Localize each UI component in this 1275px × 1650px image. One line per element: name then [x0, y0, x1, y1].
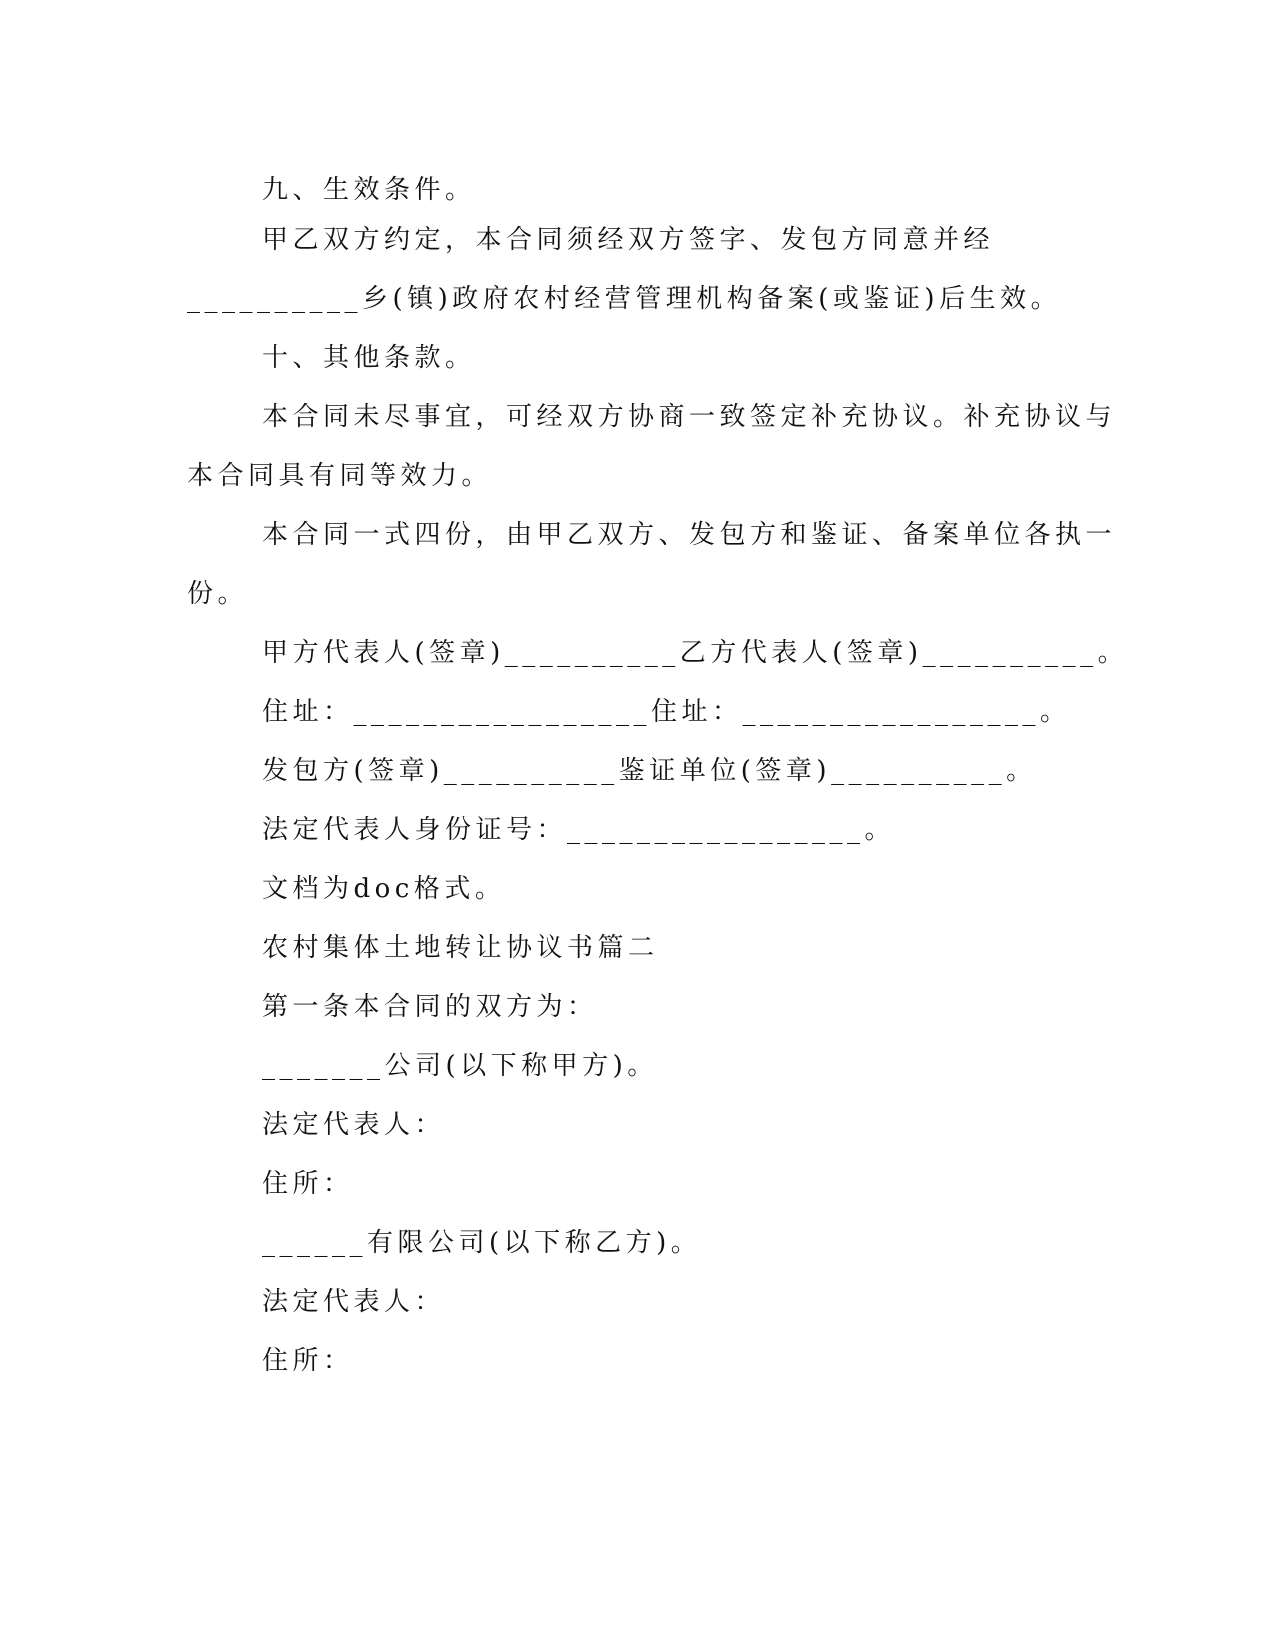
- section-heading-ten: 十、其他条款。: [262, 343, 476, 373]
- party-a-line: _______公司(以下称甲方)。: [262, 1051, 658, 1081]
- article-heading: 第一条本合同的双方为：: [262, 992, 598, 1022]
- paragraph-line: 份。: [187, 579, 249, 609]
- party-b-line: ______有限公司(以下称乙方)。: [262, 1228, 702, 1258]
- id-number-line: 法定代表人身份证号：_________________。: [262, 815, 896, 845]
- paragraph-line: 甲乙双方约定，本合同须经双方签字、发包方同意并经: [262, 225, 995, 255]
- paragraph-line: 本合同一式四份，由甲乙双方、发包方和鉴证、备案单位各执一: [262, 520, 1117, 550]
- address-line: 住址：_________________住址：_________________。: [262, 697, 1071, 727]
- paragraph-line: 本合同未尽事宜，可经双方协商一致签定补充协议。补充协议与: [262, 402, 1117, 432]
- format-note: 文档为doc格式。: [262, 874, 506, 904]
- document-title: 农村集体土地转让协议书篇二: [262, 933, 659, 963]
- residence-line: 住所：: [262, 1169, 354, 1199]
- signature-line: 甲方代表人(签章)__________乙方代表人(签章)__________。: [262, 638, 1129, 668]
- signature-line: 发包方(签章)__________鉴证单位(签章)__________。: [262, 756, 1037, 786]
- paragraph-line: 本合同具有同等效力。: [187, 461, 493, 491]
- residence-line: 住所：: [262, 1346, 354, 1376]
- representative-line: 法定代表人：: [262, 1110, 446, 1140]
- representative-line: 法定代表人：: [262, 1287, 446, 1317]
- section-heading-nine: 九、生效条件。: [262, 175, 476, 205]
- paragraph-line: __________乡(镇)政府农村经营管理机构备案(或鉴证)后生效。: [187, 284, 1062, 314]
